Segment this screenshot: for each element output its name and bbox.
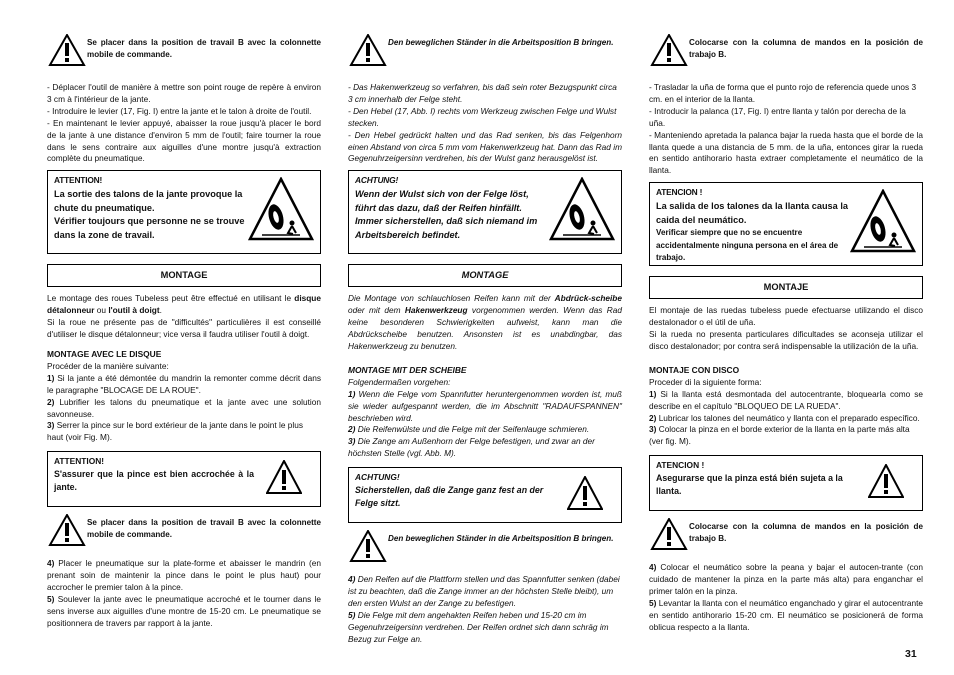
paragraph: - Introduire le levier (17, Fig. I) entre la jante et le talon à droite de l'outil. bbox=[47, 105, 312, 116]
attention-text: Asegurarse que la pinza está bién sujeta a la llanta. bbox=[656, 473, 843, 497]
paragraph bbox=[47, 293, 321, 317]
warning-row-position bbox=[348, 532, 622, 574]
spanish-column bbox=[649, 36, 923, 634]
step bbox=[348, 610, 622, 646]
step-text: Die Reifenwülste und die Felge mit der Seifenlauge schmieren. bbox=[355, 424, 590, 435]
term: Abdrück-scheibe bbox=[554, 293, 622, 304]
paragraph: - Déplacer l'outil de manière à mettre son point rouge de repère à environ 3 cm à l'intérieur de la jante. bbox=[47, 82, 321, 104]
attention-box bbox=[47, 170, 321, 254]
step-number: 2) bbox=[47, 396, 55, 407]
paragraph: Folgendermaßen vorgehen: bbox=[348, 376, 451, 387]
attention-text: S'assurer que la pince est bien accrochée à la jante. bbox=[54, 469, 254, 493]
step bbox=[649, 389, 923, 413]
step-number: 1) bbox=[47, 372, 55, 383]
warning-row-position bbox=[47, 516, 321, 558]
step bbox=[348, 436, 622, 460]
warning-triangle-icon bbox=[266, 460, 302, 494]
step bbox=[649, 598, 923, 634]
warning-triangle-icon bbox=[649, 34, 689, 66]
section-title: MONTAGE bbox=[461, 270, 509, 281]
step-number: 4) bbox=[649, 562, 657, 573]
step-text: Lubricar los talones del neumático y llanta con el preparado específico. bbox=[656, 412, 920, 423]
step-text: Lubrifier les talons du pneumatique et la jante avec une solution savonneuse. bbox=[47, 396, 321, 419]
subheading: MONTAGE MIT DER SCHEIBE bbox=[348, 364, 467, 375]
term: disque détalonneur bbox=[47, 293, 321, 316]
paragraph: Si la rueda no presenta particulares dificultades se aconseja utilizar el disco destalonador; por contra será indispensable la utilización de la uña. bbox=[649, 329, 923, 351]
paragraph bbox=[348, 293, 622, 353]
paragraph: - Introducir la palanca (17, Fig. I) entre llanta y talón por derecha de la uña. bbox=[649, 105, 906, 128]
attention-line: Wenn der Wulst sich von der Felge löst, führt das dazu, daß der Reifen hinfällt. bbox=[355, 189, 529, 213]
subheading: MONTAGE AVEC LE DISQUE bbox=[47, 348, 162, 359]
section-title-box bbox=[47, 264, 321, 287]
step-number: 1) bbox=[348, 388, 356, 399]
step-text: Soulever la jante avec le pneumatique accroché et le tourner dans le sens inverse aux aiguilles d'une montre de 15-20 cm. Le pneumatique se positionnera de travers par rapport à la jante. bbox=[47, 593, 321, 628]
text-run: . bbox=[159, 305, 162, 316]
attention-title: ACHTUNG! bbox=[355, 175, 399, 186]
step-number: 5) bbox=[348, 609, 356, 620]
step-number: 4) bbox=[47, 558, 55, 569]
step-text: Si la jante a été démontée du mandrin la remonter comme décrit dans le paragraphe "BLOCAGE DE LA ROUE". bbox=[47, 372, 321, 395]
text-run: Die Montage von schlauchlosen Reifen kann mit der bbox=[348, 293, 555, 304]
german-column bbox=[348, 36, 622, 646]
attention-line: La sortie des talons de la jante provoque la chute du pneumatique. bbox=[54, 189, 243, 213]
step-number: 4) bbox=[348, 574, 356, 585]
warning-text: Colocarse con la columna de mandos en la posición de trabajo B. bbox=[689, 38, 923, 59]
warning-text: Den beweglichen Ständer in die Arbeitsposition B bringen. bbox=[388, 534, 614, 544]
text-run: oder mit dem bbox=[348, 305, 405, 316]
term: l'outil à doigt bbox=[108, 305, 160, 316]
paragraph: - En maintenant le levier appuyé, abaisser la roue jusqu'à placer le bord de la jante à une distance d'environ 5 mm de l'outil; faire tourner la roue dans le sens contraire aux aiguilles d'une montre jusqu'à extraction complète du pneumatique. bbox=[47, 117, 321, 164]
text-run: Le montage des roues Tubeless peut être effectué en utilisant le bbox=[47, 293, 295, 304]
step bbox=[47, 558, 321, 594]
warning-row-position bbox=[649, 36, 923, 82]
paragraph: - Den Hebel (17, Abb. I) rechts vom Werkzeug zwischen Felge und Wulst stecken. bbox=[348, 105, 617, 128]
attention-box bbox=[348, 467, 622, 523]
attention-text bbox=[656, 200, 852, 265]
french-column bbox=[47, 36, 321, 630]
term: Hakenwerkzeug bbox=[404, 305, 468, 316]
attention-box bbox=[649, 182, 923, 266]
attention-line: Verificar siempre que no se encuentre accidentalmente ninguna persona en el área de trabajo. bbox=[656, 228, 839, 263]
step bbox=[47, 420, 321, 444]
attention-line: La salida de los talones da la llanta causa la caida del neumático. bbox=[656, 201, 848, 225]
warning-triangle-icon bbox=[348, 34, 388, 66]
paragraph: - Manteniendo apretada la palanca bajar la rueda hasta que el borde de la llanta quede a una distancia de 5 mm. de la uña, entonces girar la rueda en sentido antihorario hasta extraer completamente el neumático de la llanta. bbox=[649, 129, 923, 176]
warning-triangle-icon bbox=[649, 518, 689, 550]
paragraph: - Den Hebel gedrückt halten und das Rad senken, bis das Felgenhorn einen Abstand von circa 5 mm vom Hakenwerkzeug hat. Dann das Rad im Gegenuhrzeigersinn verdrehen, bis der Wulst ganz herausgelöst ist. bbox=[348, 129, 622, 164]
step-text: Wenn die Felge vom Spannfutter heruntergenommen worden ist, muß sie wieder aufgespannt werden, die im Abschnitt "RADAUFSPANNEN" beschrieben wird. bbox=[348, 388, 622, 423]
attention-box bbox=[348, 170, 622, 254]
step-text: Placer le pneumatique sur la plate-forme et abaisser le mandrin (en prenant soin de maintenir la pince dans le point le plus haut) pour accrocher le premier talon à la pince. bbox=[47, 558, 321, 593]
section-title: MONTAJE bbox=[763, 282, 809, 293]
step bbox=[348, 574, 622, 610]
warning-text: Se placer dans la position de travail B avec la colonnette mobile de commande. bbox=[87, 38, 321, 59]
step bbox=[649, 413, 923, 425]
paragraph: El montaje de las ruedas tubeless puede efectuarse utilizando el disco destalonador o el útil de uña. bbox=[649, 305, 923, 328]
warning-text: Colocarse con la columna de mandos en la posición de trabajo B. bbox=[689, 522, 923, 544]
tyre-falling-on-person-icon bbox=[850, 189, 916, 253]
warning-triangle-icon bbox=[868, 464, 904, 498]
step bbox=[649, 562, 923, 598]
text-run: vorgenommen werden. Wenn das Rad keine besonderen Schwierigkeiten aufweist, kann man die Abdrückscheibe benutzen. Ansonsten ist es unabdingbar, das Hakenwerkzeug zu benutzen. bbox=[348, 305, 622, 351]
paragraph: Si la roue ne présente pas de "difficultés" particulières il est conseillé d'utiliser le disque détalonneur; vice versa il faudra utiliser l'outil à doigt. bbox=[47, 317, 321, 340]
step-text: Colocar el neumático sobre la peana y bajar el autocen-trante (con cuidado de mantener la pinza en la parte más alta) para enganchar el primer talón en la pinza. bbox=[649, 562, 923, 597]
attention-text bbox=[355, 188, 551, 242]
step-number: 2) bbox=[649, 412, 657, 423]
warning-row-position bbox=[348, 36, 622, 82]
warning-triangle-icon bbox=[567, 476, 603, 510]
attention-title: ACHTUNG! bbox=[355, 472, 400, 483]
step-number: 2) bbox=[348, 424, 356, 435]
step-number: 5) bbox=[649, 597, 657, 608]
warning-row-position bbox=[47, 36, 321, 82]
page-number: 31 bbox=[905, 648, 917, 660]
paragraph: Procéder de la manière suivante: bbox=[47, 360, 169, 371]
attention-box bbox=[47, 451, 321, 507]
step-text: Die Zange am Außenhorn der Felge befestigen, und zwar an der höchsten Stelle (vgl. Abb. M). bbox=[348, 436, 595, 459]
text-run: ou bbox=[94, 305, 109, 316]
warning-triangle-icon bbox=[47, 34, 87, 66]
paragraph: - Trasladar la uña de forma que el punto rojo de referencia quede unos 3 cm. en el interior de la llanta. bbox=[649, 82, 917, 104]
attention-line: Vérifier toujours que personne ne se trouve dans la zone de travail. bbox=[54, 216, 245, 240]
warning-text: Den beweglichen Ständer in die Arbeitsposition B bringen. bbox=[388, 38, 614, 47]
attention-line: Immer sicherstellen, daß sich niemand im Arbeitsbereich befindet. bbox=[355, 216, 538, 240]
warning-text: Se placer dans la position de travail B avec la colonnette mobile de commande. bbox=[87, 518, 321, 540]
paragraph: Proceder di la siguiente forma: bbox=[649, 376, 762, 387]
warning-row-position bbox=[649, 520, 923, 562]
attention-title: ATENCION ! bbox=[656, 460, 705, 471]
step-number: 5) bbox=[47, 593, 55, 604]
subheading: MONTAJE CON DISCO bbox=[649, 364, 740, 375]
step-text: Serrer la pince sur le bord extérieur de la jante dans le point le plus haut (voir Fig. M). bbox=[47, 420, 303, 443]
tyre-falling-on-person-icon bbox=[549, 177, 615, 241]
step bbox=[47, 373, 321, 397]
section-title-box bbox=[649, 276, 923, 299]
step-text: Colocar la pinza en el borde exterior de la llanta en la parte más alta (ver fig. M). bbox=[649, 424, 910, 447]
warning-triangle-icon bbox=[348, 530, 388, 562]
section-title-box bbox=[348, 264, 622, 287]
attention-title: ATTENTION! bbox=[54, 456, 105, 467]
step-number: 3) bbox=[649, 424, 657, 435]
attention-title: ATTENTION! bbox=[54, 175, 103, 186]
attention-box bbox=[649, 455, 923, 511]
attention-text: Sicherstellen, daß die Zange ganz fest an der Felge sitzt. bbox=[355, 485, 544, 509]
step-text: Levantar la llanta con el neumático enganchado y girar el autocentrante en sentido antihorario 15-20 cm. El neumático se posicionerá de forma oblicua respecto a la llanta. bbox=[649, 597, 923, 632]
step-text: Die Felge mit dem angehakten Reifen heben und 15-20 cm im Gegenuhrzeigersinn verdrehen. Der Reifen ordnet sich dann schräg im Bezug zur Felge an. bbox=[348, 609, 609, 644]
warning-triangle-icon bbox=[47, 514, 87, 546]
step-number: 3) bbox=[348, 436, 356, 447]
step-text: Si la llanta está desmontada del autocentrante, bloquearla como se describe en el capítulo "BLOQUEO DE LA RUEDA". bbox=[649, 388, 923, 411]
step-number: 3) bbox=[47, 420, 55, 431]
step bbox=[47, 397, 321, 421]
attention-text bbox=[54, 188, 250, 242]
step bbox=[47, 594, 321, 630]
step bbox=[649, 424, 923, 448]
step-text: Den Reifen auf die Plattform stellen und das Spannfutter senken (dabei ist zu beachten, daß die Zange immer an der höchsten Stelle bleibt), um den ersten Wulst an der Zange zu befestigen. bbox=[348, 574, 620, 608]
step bbox=[348, 389, 622, 425]
paragraph: - Das Hakenwerkzeug so verfahren, bis daß sein roter Bezugspunkt circa 3 cm innerhalb der Felge steht. bbox=[348, 82, 617, 104]
step-number: 1) bbox=[649, 388, 657, 399]
step bbox=[348, 424, 622, 436]
attention-title: ATENCION ! bbox=[656, 187, 703, 198]
tyre-falling-on-person-icon bbox=[248, 177, 314, 241]
section-title: MONTAGE bbox=[160, 270, 208, 281]
